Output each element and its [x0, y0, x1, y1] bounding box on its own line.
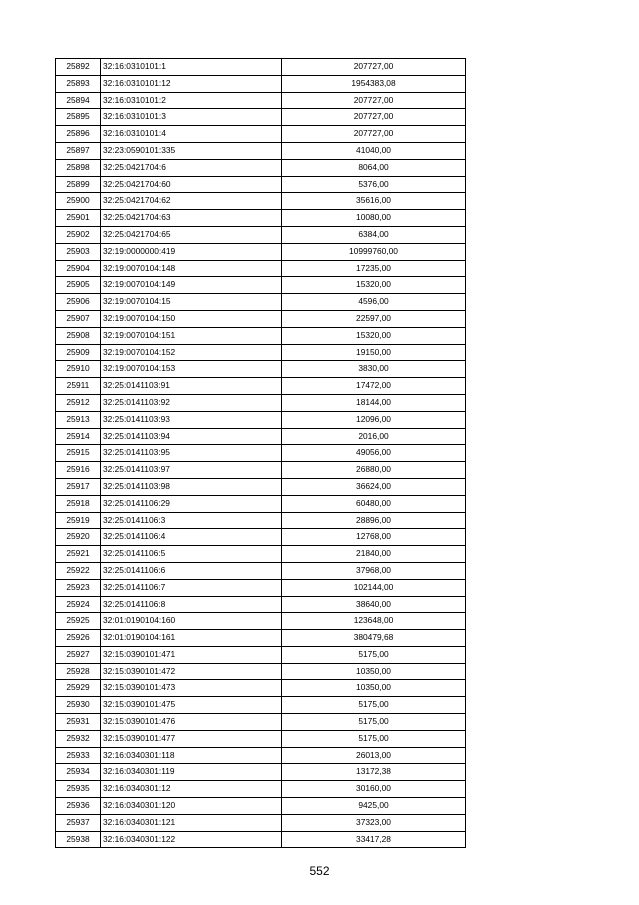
value-cell: 12096,00 — [282, 411, 466, 428]
cadastral-number-cell: 32:15:0390101:473 — [101, 680, 282, 697]
row-number-cell: 25924 — [56, 596, 101, 613]
cadastral-number-cell: 32:25:0141103:95 — [101, 445, 282, 462]
row-number-cell: 25905 — [56, 277, 101, 294]
row-number-cell: 25901 — [56, 210, 101, 227]
table-row — [56, 243, 466, 260]
value-cell: 4596,00 — [282, 294, 466, 311]
cadastral-number-cell: 32:19:0070104:153 — [101, 361, 282, 378]
row-number-cell: 25894 — [56, 92, 101, 109]
value-cell: 38640,00 — [282, 596, 466, 613]
table-row — [56, 327, 466, 344]
table-row — [56, 193, 466, 210]
value-cell: 5376,00 — [282, 176, 466, 193]
row-number-cell: 25919 — [56, 512, 101, 529]
table-row — [56, 394, 466, 411]
table-row — [56, 210, 466, 227]
row-number-cell: 25915 — [56, 445, 101, 462]
table-row — [56, 714, 466, 731]
cadastral-number-cell: 32:16:0340301:121 — [101, 814, 282, 831]
row-number-cell: 25899 — [56, 176, 101, 193]
table-row — [56, 310, 466, 327]
row-number-cell: 25902 — [56, 226, 101, 243]
value-cell: 5175,00 — [282, 697, 466, 714]
row-number-cell: 25916 — [56, 462, 101, 479]
value-cell: 1954383,08 — [282, 75, 466, 92]
table-row — [56, 613, 466, 630]
cadastral-number-cell: 32:25:0421704:6 — [101, 159, 282, 176]
value-cell: 10350,00 — [282, 663, 466, 680]
row-number-cell: 25913 — [56, 411, 101, 428]
table-row — [56, 75, 466, 92]
value-cell: 37968,00 — [282, 562, 466, 579]
table-row — [56, 59, 466, 76]
row-number-cell: 25922 — [56, 562, 101, 579]
cadastral-number-cell: 32:16:0310101:2 — [101, 92, 282, 109]
row-number-cell: 25921 — [56, 546, 101, 563]
value-cell: 207727,00 — [282, 92, 466, 109]
cadastral-number-cell: 32:16:0340301:120 — [101, 798, 282, 815]
cadastral-number-cell: 32:25:0141103:97 — [101, 462, 282, 479]
table-row — [56, 159, 466, 176]
table-row — [56, 512, 466, 529]
value-cell: 6384,00 — [282, 226, 466, 243]
row-number-cell: 25907 — [56, 310, 101, 327]
value-cell: 15320,00 — [282, 327, 466, 344]
cadastral-number-cell: 32:25:0141103:93 — [101, 411, 282, 428]
row-number-cell: 25926 — [56, 630, 101, 647]
row-number-cell: 25935 — [56, 781, 101, 798]
value-cell: 5175,00 — [282, 646, 466, 663]
table-row — [56, 478, 466, 495]
value-cell: 207727,00 — [282, 109, 466, 126]
value-cell: 37323,00 — [282, 814, 466, 831]
table-row — [56, 126, 466, 143]
value-cell: 17472,00 — [282, 378, 466, 395]
row-number-cell: 25927 — [56, 646, 101, 663]
cadastral-number-cell: 32:15:0390101:475 — [101, 697, 282, 714]
value-cell: 49056,00 — [282, 445, 466, 462]
value-cell: 17235,00 — [282, 260, 466, 277]
cadastral-number-cell: 32:19:0070104:148 — [101, 260, 282, 277]
value-cell: 8064,00 — [282, 159, 466, 176]
value-cell: 15320,00 — [282, 277, 466, 294]
value-cell: 36624,00 — [282, 478, 466, 495]
table-row — [56, 495, 466, 512]
row-number-cell: 25933 — [56, 747, 101, 764]
row-number-cell: 25931 — [56, 714, 101, 731]
value-cell: 10999760,00 — [282, 243, 466, 260]
table-row — [56, 747, 466, 764]
table-row — [56, 680, 466, 697]
table-row — [56, 411, 466, 428]
table-row — [56, 562, 466, 579]
cadastral-number-cell: 32:25:0141103:91 — [101, 378, 282, 395]
cadastral-number-cell: 32:25:0141106:8 — [101, 596, 282, 613]
cadastral-number-cell: 32:15:0390101:472 — [101, 663, 282, 680]
value-cell: 3830,00 — [282, 361, 466, 378]
value-cell: 28896,00 — [282, 512, 466, 529]
value-cell: 102144,00 — [282, 579, 466, 596]
value-cell: 207727,00 — [282, 126, 466, 143]
value-cell: 35616,00 — [282, 193, 466, 210]
row-number-cell: 25920 — [56, 529, 101, 546]
cadastral-number-cell: 32:23:0590101:335 — [101, 142, 282, 159]
value-cell: 21840,00 — [282, 546, 466, 563]
value-cell: 13172,38 — [282, 764, 466, 781]
row-number-cell: 25932 — [56, 730, 101, 747]
row-number-cell: 25904 — [56, 260, 101, 277]
table-row — [56, 529, 466, 546]
cadastral-number-cell: 32:16:0310101:4 — [101, 126, 282, 143]
row-number-cell: 25918 — [56, 495, 101, 512]
table-row — [56, 361, 466, 378]
value-cell: 2016,00 — [282, 428, 466, 445]
cadastral-number-cell: 32:16:0310101:12 — [101, 75, 282, 92]
cadastral-number-cell: 32:16:0340301:118 — [101, 747, 282, 764]
table-row — [56, 646, 466, 663]
cadastral-number-cell: 32:25:0141106:6 — [101, 562, 282, 579]
table-row — [56, 294, 466, 311]
table-row — [56, 445, 466, 462]
row-number-cell: 25898 — [56, 159, 101, 176]
cadastral-number-cell: 32:15:0390101:471 — [101, 646, 282, 663]
row-number-cell: 25929 — [56, 680, 101, 697]
cadastral-number-cell: 32:19:0070104:151 — [101, 327, 282, 344]
value-cell: 30160,00 — [282, 781, 466, 798]
value-cell: 9425,00 — [282, 798, 466, 815]
table-body — [56, 59, 466, 848]
value-cell: 41040,00 — [282, 142, 466, 159]
row-number-cell: 25936 — [56, 798, 101, 815]
table-row — [56, 344, 466, 361]
table-row — [56, 428, 466, 445]
cadastral-number-cell: 32:25:0421704:60 — [101, 176, 282, 193]
row-number-cell: 25911 — [56, 378, 101, 395]
row-number-cell: 25930 — [56, 697, 101, 714]
page-number: 552 — [309, 864, 330, 878]
table-row — [56, 831, 466, 848]
table-row — [56, 579, 466, 596]
value-cell: 19150,00 — [282, 344, 466, 361]
row-number-cell: 25914 — [56, 428, 101, 445]
row-number-cell: 25917 — [56, 478, 101, 495]
value-cell: 5175,00 — [282, 714, 466, 731]
row-number-cell: 25900 — [56, 193, 101, 210]
cadastral-number-cell: 32:25:0141106:4 — [101, 529, 282, 546]
table-row — [56, 462, 466, 479]
table-row — [56, 109, 466, 126]
cadastral-number-cell: 32:25:0421704:65 — [101, 226, 282, 243]
cadastral-number-cell: 32:19:0070104:15 — [101, 294, 282, 311]
cadastral-number-cell: 32:25:0141103:94 — [101, 428, 282, 445]
value-cell: 26880,00 — [282, 462, 466, 479]
cadastral-number-cell: 32:16:0340301:122 — [101, 831, 282, 848]
value-cell: 22597,00 — [282, 310, 466, 327]
cadastral-number-cell: 32:01:0190104:161 — [101, 630, 282, 647]
cadastral-number-cell: 32:19:0000000:419 — [101, 243, 282, 260]
value-cell: 10350,00 — [282, 680, 466, 697]
table-row — [56, 226, 466, 243]
table-row — [56, 378, 466, 395]
cadastre-table — [55, 58, 466, 848]
cadastral-number-cell: 32:25:0141106:7 — [101, 579, 282, 596]
table-row — [56, 260, 466, 277]
value-cell: 18144,00 — [282, 394, 466, 411]
row-number-cell: 25893 — [56, 75, 101, 92]
cadastral-number-cell: 32:19:0070104:149 — [101, 277, 282, 294]
table-row — [56, 277, 466, 294]
row-number-cell: 25912 — [56, 394, 101, 411]
table-row — [56, 764, 466, 781]
value-cell: 12768,00 — [282, 529, 466, 546]
value-cell: 123648,00 — [282, 613, 466, 630]
row-number-cell: 25909 — [56, 344, 101, 361]
cadastral-number-cell: 32:25:0141103:98 — [101, 478, 282, 495]
cadastral-number-cell: 32:25:0141106:29 — [101, 495, 282, 512]
row-number-cell: 25897 — [56, 142, 101, 159]
cadastral-number-cell: 32:16:0340301:12 — [101, 781, 282, 798]
value-cell: 380479,68 — [282, 630, 466, 647]
cadastral-number-cell: 32:25:0421704:62 — [101, 193, 282, 210]
cadastral-number-cell: 32:16:0310101:3 — [101, 109, 282, 126]
row-number-cell: 25934 — [56, 764, 101, 781]
cadastral-number-cell: 32:16:0310101:1 — [101, 59, 282, 76]
row-number-cell: 25925 — [56, 613, 101, 630]
value-cell: 26013,00 — [282, 747, 466, 764]
cadastral-number-cell: 32:19:0070104:150 — [101, 310, 282, 327]
row-number-cell: 25928 — [56, 663, 101, 680]
row-number-cell: 25923 — [56, 579, 101, 596]
table-row — [56, 630, 466, 647]
value-cell: 60480,00 — [282, 495, 466, 512]
table-row — [56, 92, 466, 109]
cadastral-number-cell: 32:25:0421704:63 — [101, 210, 282, 227]
row-number-cell: 25908 — [56, 327, 101, 344]
row-number-cell: 25892 — [56, 59, 101, 76]
row-number-cell: 25895 — [56, 109, 101, 126]
row-number-cell: 25903 — [56, 243, 101, 260]
row-number-cell: 25938 — [56, 831, 101, 848]
value-cell: 5175,00 — [282, 730, 466, 747]
row-number-cell: 25937 — [56, 814, 101, 831]
table-row — [56, 176, 466, 193]
cadastral-number-cell: 32:16:0340301:119 — [101, 764, 282, 781]
table-row — [56, 546, 466, 563]
table-row — [56, 814, 466, 831]
row-number-cell: 25906 — [56, 294, 101, 311]
table-row — [56, 798, 466, 815]
cadastral-number-cell: 32:15:0390101:476 — [101, 714, 282, 731]
cadastral-number-cell: 32:25:0141103:92 — [101, 394, 282, 411]
value-cell: 207727,00 — [282, 59, 466, 76]
cadastral-number-cell: 32:01:0190104:160 — [101, 613, 282, 630]
row-number-cell: 25896 — [56, 126, 101, 143]
table-row — [56, 142, 466, 159]
cadastral-number-cell: 32:25:0141106:5 — [101, 546, 282, 563]
table-row — [56, 730, 466, 747]
table-row — [56, 781, 466, 798]
table-row — [56, 697, 466, 714]
cadastral-number-cell: 32:19:0070104:152 — [101, 344, 282, 361]
table-row — [56, 663, 466, 680]
value-cell: 10080,00 — [282, 210, 466, 227]
cadastral-number-cell: 32:15:0390101:477 — [101, 730, 282, 747]
value-cell: 33417,28 — [282, 831, 466, 848]
row-number-cell: 25910 — [56, 361, 101, 378]
cadastral-number-cell: 32:25:0141106:3 — [101, 512, 282, 529]
table-row — [56, 596, 466, 613]
